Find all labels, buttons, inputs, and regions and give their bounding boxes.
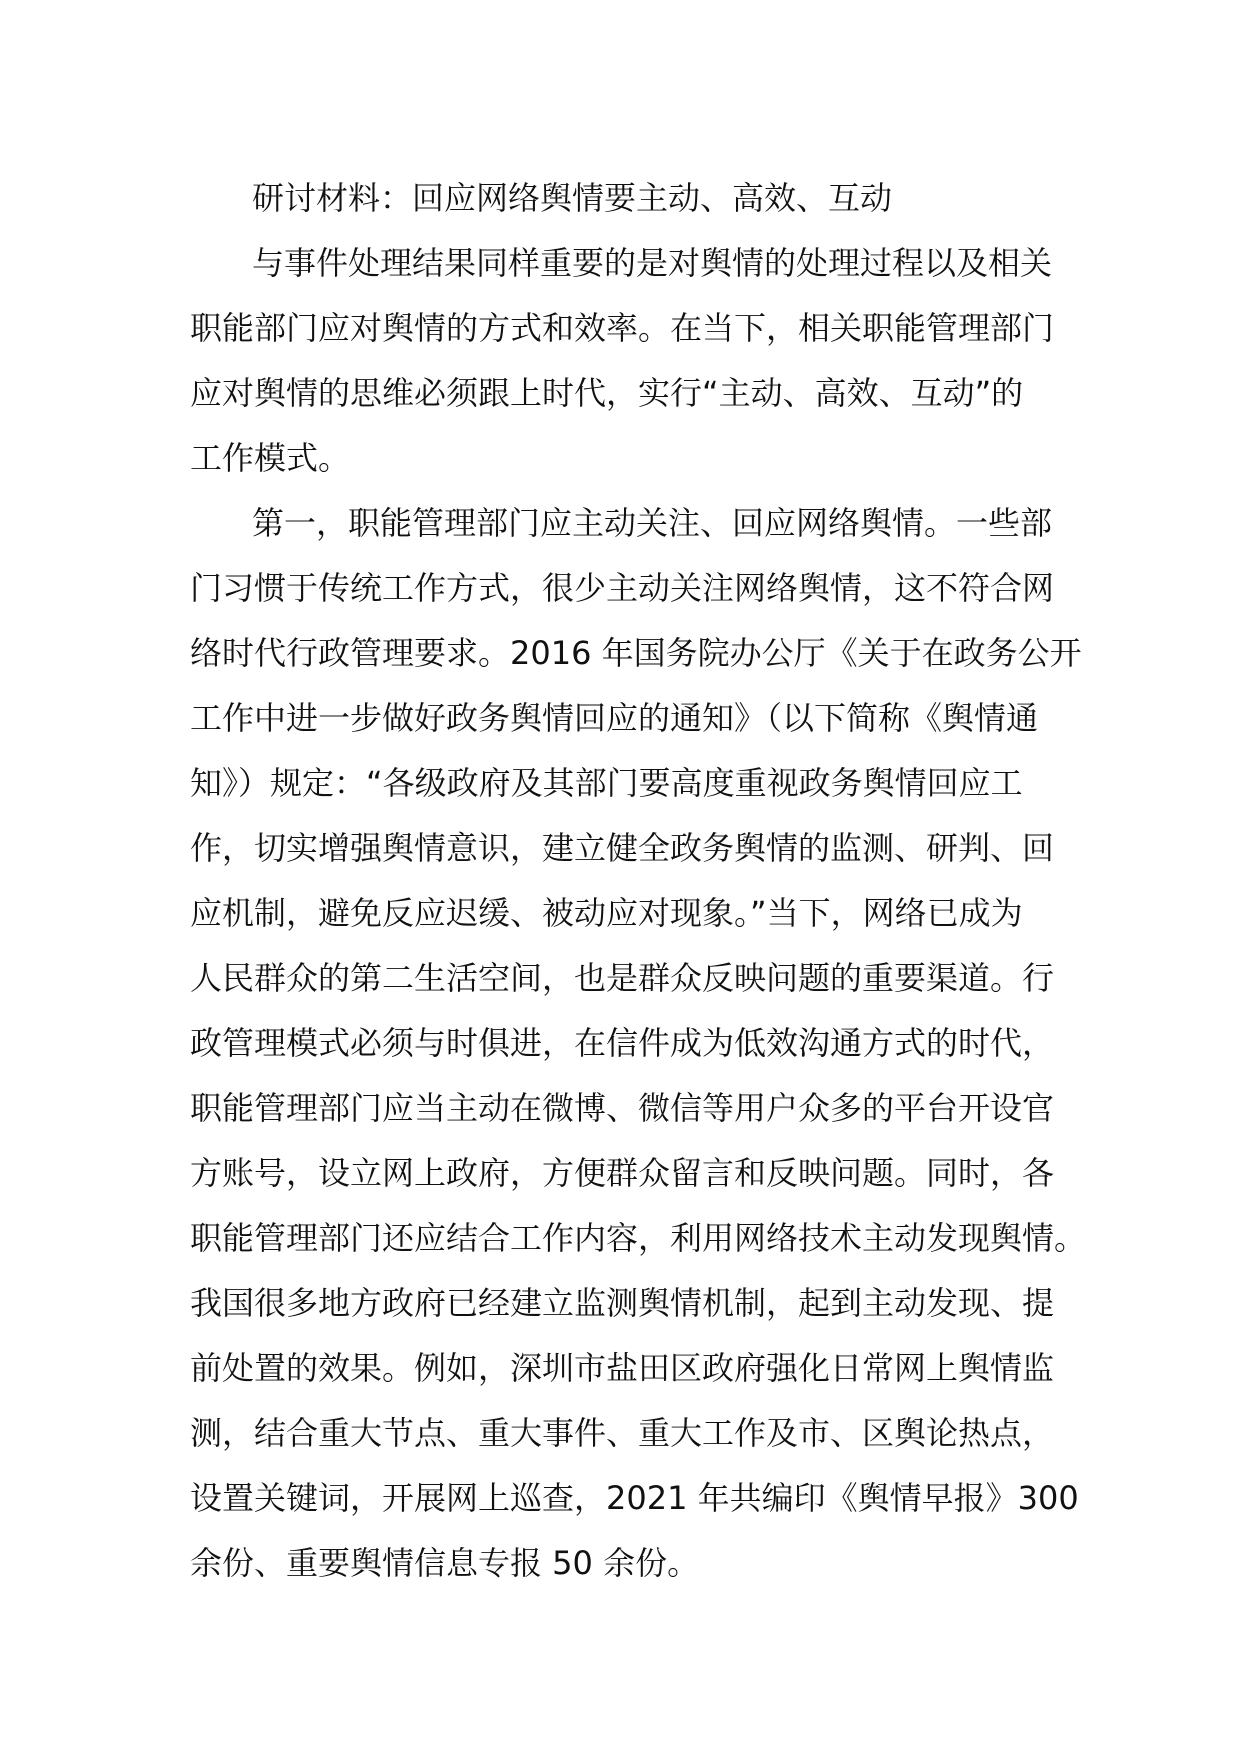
paragraph-line: 设置关键词，开展网上巡查，2021 年共编印《舆情早报》300 xyxy=(190,1479,1079,1517)
paragraph-line: 测，结合重大节点、重大事件、重大工作及市、区舆论热点， xyxy=(190,1414,1055,1452)
paragraph-line: 第一，职能管理部门应主动关注、回应网络舆情。一些部 xyxy=(252,504,1053,542)
document-title: 研讨材料：回应网络舆情要主动、高效、互动 xyxy=(252,179,893,217)
paragraph-1 xyxy=(190,231,1072,491)
paragraph-line: 作，切实增强舆情意识，建立健全政务舆情的监测、研判、回 xyxy=(190,829,1055,867)
paragraph-line: 门习惯于传统工作方式，很少主动关注网络舆情，这不符合网 xyxy=(190,569,1055,607)
paragraph-line: 工作模式。 xyxy=(190,439,351,477)
paragraph-line: 职能管理部门应当主动在微博、微信等用户众多的平台开设官 xyxy=(190,1089,1055,1127)
paragraph-2 xyxy=(190,491,1087,1596)
paragraph-line: 人民群众的第二生活空间，也是群众反映问题的重要渠道。行 xyxy=(190,959,1055,997)
paragraph-line: 前处置的效果。例如，深圳市盐田区政府强化日常网上舆情监 xyxy=(190,1349,1055,1387)
paragraph-line: 政管理模式必须与时俱进，在信件成为低效沟通方式的时代， xyxy=(190,1024,1055,1062)
paragraph-line: 络时代行政管理要求。2016 年国务院办公厅《关于在政务公开 xyxy=(190,634,1082,672)
paragraph-line: 知》）规定：“各级政府及其部门要高度重视政务舆情回应工 xyxy=(190,764,1023,802)
document-body xyxy=(190,166,1087,1596)
paragraph-line: 应机制，避免反应迟缓、被动应对现象。”当下，网络已成为 xyxy=(190,894,1023,932)
paragraph-line: 工作中进一步做好政务舆情回应的通知》（以下简称《舆情通 xyxy=(190,699,1039,737)
paragraph-line: 方账号，设立网上政府，方便群众留言和反映问题。同时，各 xyxy=(190,1154,1055,1192)
paragraph-line: 余份、重要舆情信息专报 50 余份。 xyxy=(190,1544,700,1582)
paragraph-line: 职能管理部门还应结合工作内容，利用网络技术主动发现舆情。 xyxy=(190,1219,1087,1257)
paragraph-line: 职能部门应对舆情的方式和效率。在当下，相关职能管理部门 xyxy=(190,309,1055,347)
paragraph-line: 我国很多地方政府已经建立监测舆情机制，起到主动发现、提 xyxy=(190,1284,1055,1322)
paragraph-line: 与事件处理结果同样重要的是对舆情的处理过程以及相关 xyxy=(252,244,1053,282)
paragraph-line: 应对舆情的思维必须跟上时代，实行“主动、高效、互动”的 xyxy=(190,374,1024,412)
